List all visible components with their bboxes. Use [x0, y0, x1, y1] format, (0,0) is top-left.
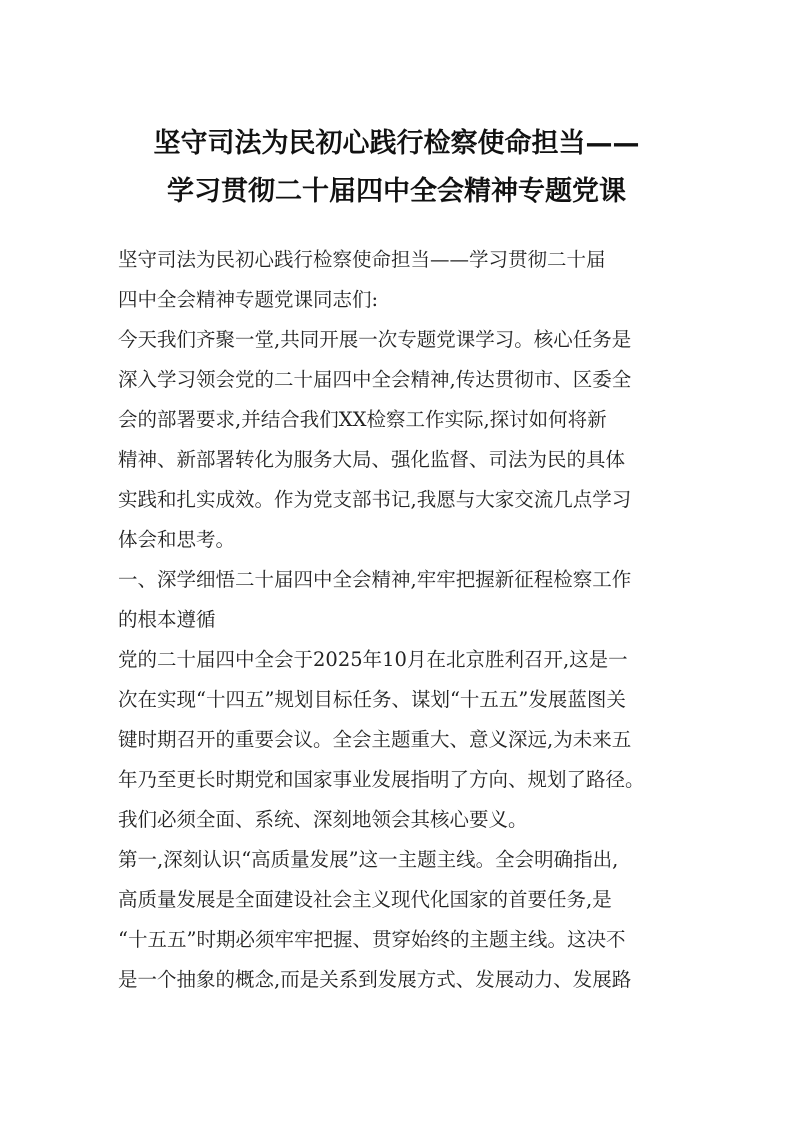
document-title-line-1: 坚守司法为民初心践行检察使命担当—— — [153, 128, 640, 159]
body-line: 深入学习领会党的二十届四中全会精神,传达贯彻市、区委全 — [118, 368, 632, 391]
body-line: 年乃至更长时期党和国家事业发展指明了方向、规划了路径。 — [118, 768, 645, 791]
section-heading-line: 的根本遵循 — [118, 608, 216, 631]
document-title-line-2: 学习贯彻二十届四中全会精神专题党课 — [167, 176, 626, 207]
body-line: 高质量发展是全面建设社会主义现代化国家的首要任务,是 — [118, 888, 612, 911]
body-line: 次在实现“十四五”规划目标任务、谋划“十五五”发展蓝图关 — [118, 688, 626, 711]
body-line: 是一个抽象的概念,而是关系到发展方式、发展动力、发展路 — [118, 968, 632, 991]
body-line: 坚守司法为民初心践行检察使命担当——学习贯彻二十届 — [118, 248, 606, 271]
body-line: “十五五”时期必须牢牢把握、贯穿始终的主题主线。这决不 — [118, 928, 626, 951]
body-line: 党的二十届四中全会于2025年10月在北京胜利召开,这是一 — [118, 648, 628, 671]
body-line: 今天我们齐聚一堂,共同开展一次专题党课学习。核心任务是 — [118, 328, 632, 351]
body-line: 体会和思考。 — [118, 528, 236, 551]
body-line: 精神、新部署转化为服务大局、强化监督、司法为民的具体 — [118, 448, 626, 471]
body-line: 键时期召开的重要会议。全会主题重大、意义深远,为未来五 — [118, 728, 632, 751]
body-line: 会的部署要求,并结合我们XX检察工作实际,探讨如何将新 — [118, 408, 607, 431]
section-heading-line: 一、深学细悟二十届四中全会精神,牢牢把握新征程检察工作 — [118, 568, 632, 591]
body-line: 实践和扎实成效。作为党支部书记,我愿与大家交流几点学习 — [118, 488, 632, 511]
body-line: 第一,深刻认识“高质量发展”这一主题主线。全会明确指出, — [118, 848, 619, 871]
body-line: 四中全会精神专题党课同志们: — [118, 288, 379, 311]
body-line: 我们必须全面、系统、深刻地领会其核心要义。 — [118, 808, 528, 831]
